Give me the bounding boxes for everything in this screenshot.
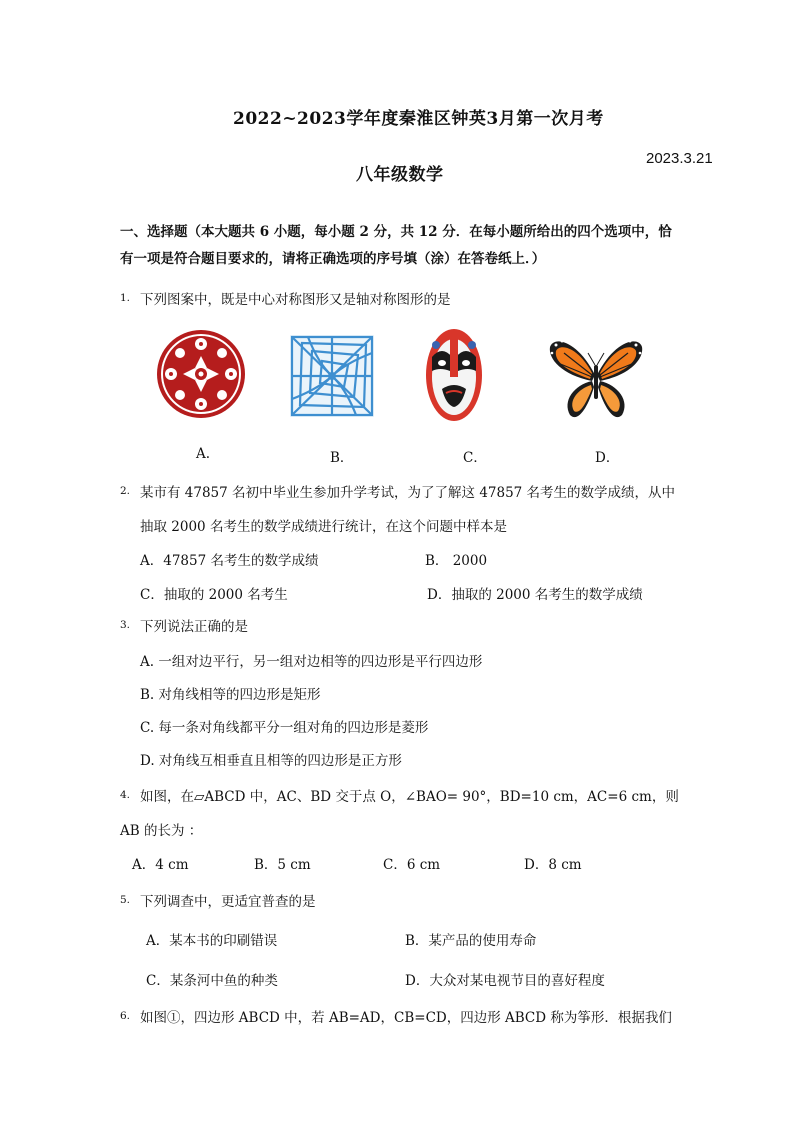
butterfly-image: [548, 335, 644, 423]
q1-option-c-label: C．: [463, 450, 487, 466]
q4-option-c: C．6 cm: [383, 857, 441, 873]
q4-option-d: D．8 cm: [524, 857, 582, 873]
q5-option-a: A．某本书的印刷错误: [146, 933, 278, 949]
spiral-pattern-image: [288, 333, 376, 419]
q4-option-a: A．4 cm: [132, 857, 189, 873]
q2-option-d: D．抽取的 2000 名考生的数学成绩: [427, 587, 643, 603]
q2-option-a: A．47857 名考生的数学成绩: [140, 553, 319, 569]
q2-text-line1: 某市有 47857 名初中毕业生参加升学考试，为了了解这 47857 名考生的数学成绩，从中: [140, 485, 676, 501]
opera-mask-image: [424, 327, 484, 423]
q5-option-d: D．大众对某电视节目的喜好程度: [405, 973, 605, 989]
q5-option-b: B．某产品的使用寿命: [405, 933, 537, 949]
q5-text: 下列调查中，更适宜普查的是: [140, 894, 316, 910]
q4-text-line2: AB 的长为 ：: [120, 823, 203, 839]
q5-option-c: C．某条河中鱼的种类: [146, 973, 278, 989]
q1-number: 1.: [120, 292, 131, 304]
q2-number: 2.: [120, 485, 131, 497]
q3-number: 3.: [120, 619, 131, 631]
section1-instructions-line2: 有一项是符合题目要求的，请将正确选项的序号填（涂）在答卷纸上．）: [120, 251, 546, 267]
section1-instructions-line1: 一、选择题（本大题共 6 小题，每小题 2 分，共 12 分．在每小题所给出的四个选项中，恰: [120, 224, 672, 240]
q4-number: 4.: [120, 789, 131, 801]
q1-option-d-label: D．: [595, 450, 620, 466]
q2-option-c: C．抽取的 2000 名考生: [140, 587, 288, 603]
q2-option-b: B． 2000: [425, 553, 488, 569]
q4-option-b: B．5 cm: [254, 857, 311, 873]
exam-subject: 八年级数学: [356, 165, 444, 185]
q3-option-c: C. 每一条对角线都平分一组对角的四边形是菱形: [140, 720, 429, 736]
q2-text-line2: 抽取 2000 名考生的数学成绩进行统计，在这个问题中样本是: [140, 519, 507, 535]
q4-text-line1: 如图，在▱ABCD 中，AC、BD 交于点 O，∠BAO= 90°，BD=10 cm，AC=6 cm，则: [140, 789, 679, 805]
q3-option-b: B. 对角线相等的四边形是矩形: [140, 687, 321, 703]
q1-text: 下列图案中，既是中心对称图形又是轴对称图形的是: [140, 292, 451, 308]
q1-option-b-label: B．: [330, 450, 354, 466]
paper-cut-medallion-image: [155, 328, 247, 420]
q6-text: 如图①，四边形 ABCD 中，若 AB=AD，CB=CD，四边形 ABCD 称为筝形．根据我们: [140, 1010, 672, 1026]
exam-title: 2022~2023学年度秦淮区钟英3月第一次月考: [233, 109, 604, 129]
q3-option-a: A. 一组对边平行，另一组对边相等的四边形是平行四边形: [140, 654, 483, 670]
q1-option-a-label: A.: [196, 446, 211, 462]
q5-number: 5.: [120, 894, 131, 906]
q3-option-d: D. 对角线互相垂直且相等的四边形是正方形: [140, 753, 402, 769]
exam-date: 2023.3.21: [646, 150, 713, 167]
q3-text: 下列说法正确的是: [140, 619, 248, 635]
q6-number: 6.: [120, 1010, 131, 1022]
